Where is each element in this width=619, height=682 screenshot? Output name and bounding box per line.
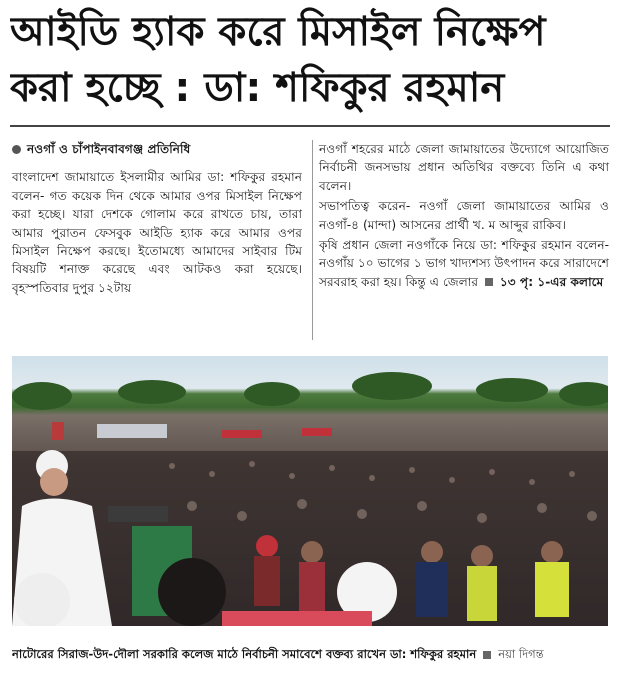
byline	[12, 140, 302, 158]
rally-photo	[12, 356, 608, 626]
caption-text: নাটোরের সিরাজ-উদ-দৌলা সরকারি কলেজ মাঠে নির্বাচনী সমাবেশে বক্তব্য রাখেন ডা: শফিকুর রহমান	[12, 647, 477, 661]
left-column	[12, 140, 302, 299]
right-paragraph-2: সভাপতিত্ব করেন- নওগাঁ জেলা জামায়াতের আমির ও নওগাঁ-৪ (মান্দা) আসনের প্রার্থী খ. ম আব্দুর রাকিব।	[319, 199, 609, 232]
photo-credit: নয়া দিগন্ত	[498, 647, 544, 661]
right-paragraph-3-text: কৃষি প্রধান জেলা নওগাঁকে নিয়ে ডা: শফিকুর রহমান বলেন- নওগাঁয় ১০ ভাগের ১ ভাগ খাদ্যশস্য উৎপাদন করে সারাদেশে সরবরাহ করা হয়। কিন্তু এ জেলার	[319, 238, 609, 289]
headline-divider	[10, 125, 610, 127]
headline	[10, 4, 610, 116]
right-paragraph-3	[319, 236, 609, 291]
continuation-link[interactable]: ১৩ পৃ: ১-এর কলামে	[499, 274, 604, 289]
column-rule	[312, 140, 313, 340]
rally-photo-illustration	[12, 356, 608, 626]
right-paragraph-1: নওগাঁ শহরের মাঠে জেলা জামায়াতের উদ্যোগে আয়োজিত নির্বাচনী জনসভায় প্রধান অতিথির বক্তব্যে তিনি এ কথা বলেন।	[319, 142, 609, 193]
byline-text: নওগাঁ ও চাঁপাইনবাবগঞ্জ প্রতিনিধি	[27, 142, 191, 156]
right-column	[319, 140, 609, 293]
square-icon	[485, 278, 493, 286]
photo-caption	[12, 646, 610, 665]
headline-line-1: আইডি হ্যাক করে মিসাইল নিক্ষেপ	[10, 9, 546, 55]
headline-line-2: করা হচ্ছে : ডা: শফিকুর রহমান	[10, 65, 505, 111]
square-icon	[483, 651, 491, 659]
article-body	[12, 140, 610, 345]
left-paragraph-1: বাংলাদেশ জামায়াতে ইসলামীর আমির ডা: শফিকুর রহমান বলেন- গত কয়েক দিন থেকে আমার ওপর মিসাইল নিক্ষেপ করা হচ্ছে। যারা দেশকে গোলাম করে রাখতে চায়, তারা আমার পুরাতন ফেসবুক আইডি হ্যাক করে আমার ওপর মিসাইল নিক্ষেপ করছে। ইতোমধ্যে আমাদের সাইবার টিম বিষয়টি শনাক্ত করেছে এবং আটকও করা হয়েছে। বৃহস্পতিবার দুপুর ১২টায়	[12, 170, 302, 295]
bullet-icon	[12, 145, 21, 154]
